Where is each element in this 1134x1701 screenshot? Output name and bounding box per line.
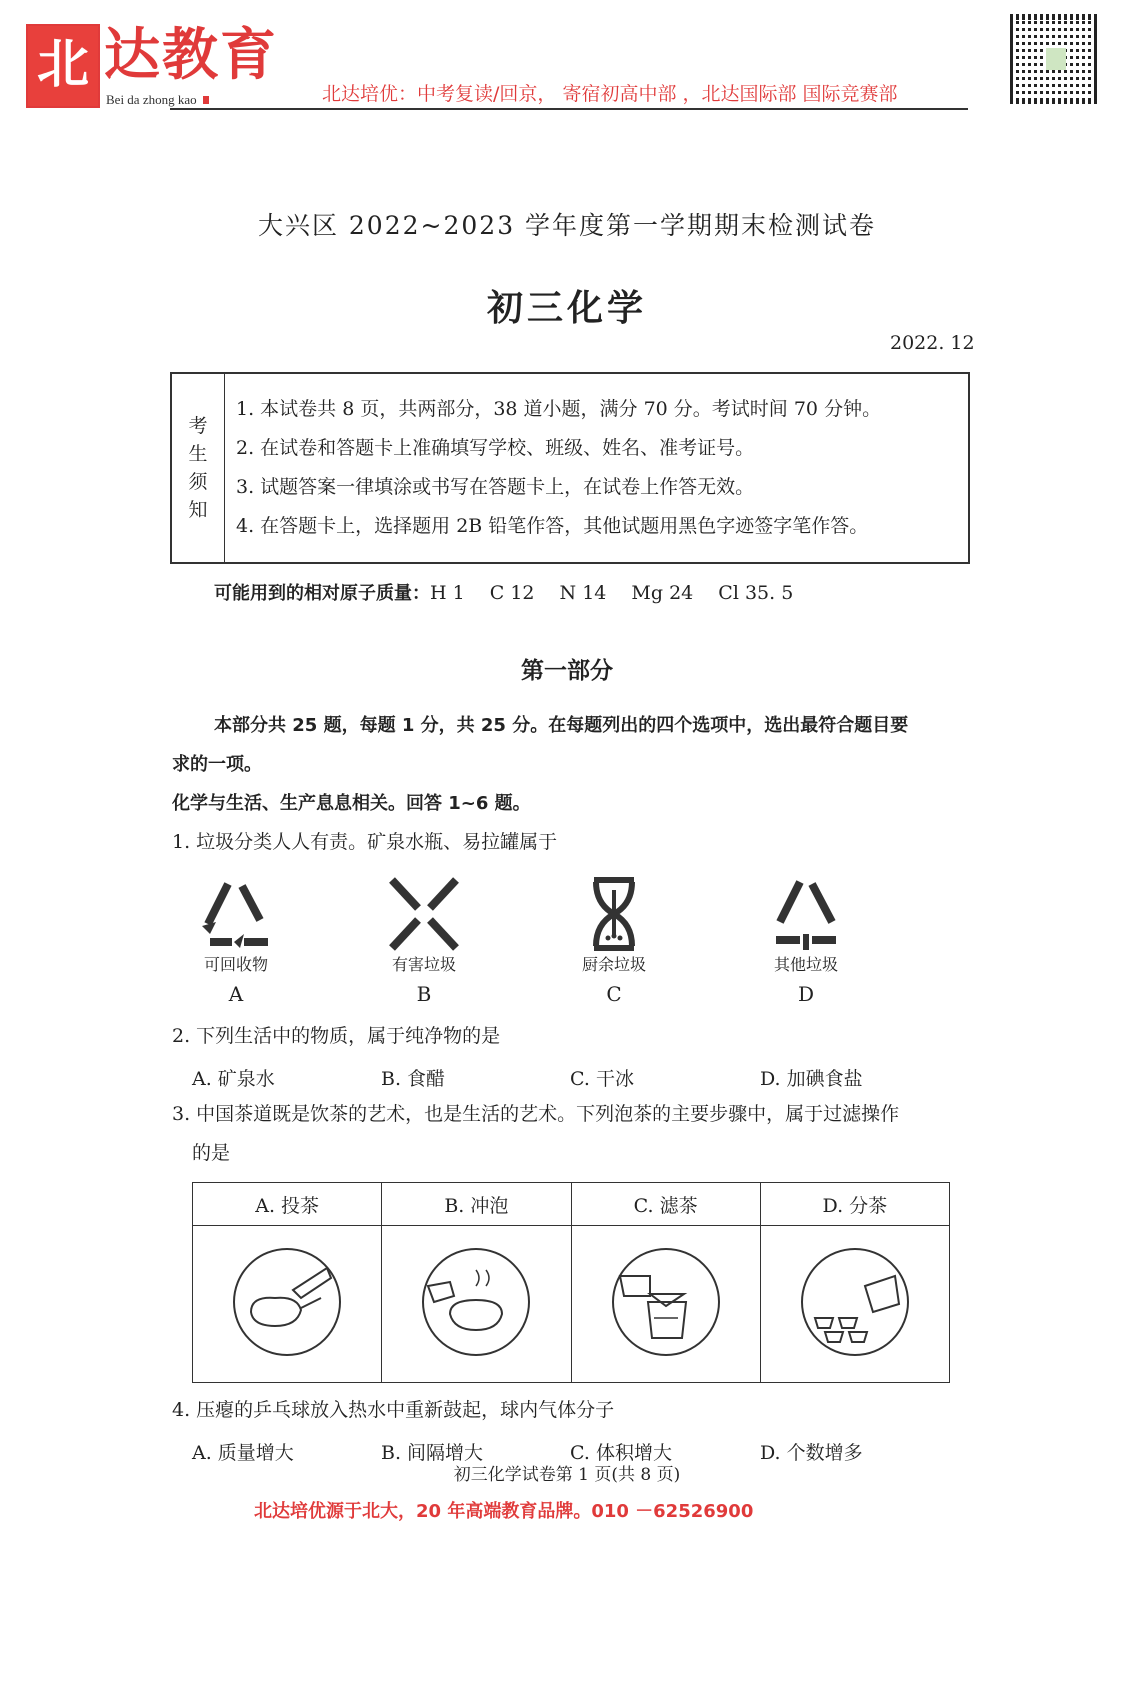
notice-label-char: 生 xyxy=(188,443,208,465)
notice-item: 4. 在答题卡上，选择题用 2B 铅笔作答，其他试题用黑色字迹签字笔作答。 xyxy=(236,515,869,537)
table-cell xyxy=(760,1226,949,1383)
header-divider xyxy=(170,108,968,110)
context-text: 化学与生活、生产息息相关。回答 1~6 题。 xyxy=(172,793,531,814)
option-caption: 可回收物 xyxy=(203,955,268,974)
logo-sub-text: Bei da zhong kao xyxy=(106,92,197,107)
option-letter: D xyxy=(797,982,815,1006)
kitchen-waste-icon xyxy=(574,874,654,954)
adding-tea-illustration xyxy=(231,1246,343,1358)
notice-label-char: 须 xyxy=(188,471,208,493)
notice-item: 2. 在试卷和答题卡上准确填写学校、班级、姓名、准考证号。 xyxy=(236,437,755,459)
filtering-illustration xyxy=(610,1246,722,1358)
notice-label xyxy=(172,374,225,562)
recyclable-icon xyxy=(196,874,276,954)
subject-title: 初三化学 xyxy=(486,288,647,329)
notice-label-char: 考 xyxy=(188,415,208,437)
question-4: 4. 压瘪的乒乓球放入热水中重新鼓起，球内气体分子 xyxy=(172,1399,615,1421)
question-3-cont: 的是 xyxy=(192,1142,231,1164)
notice-box xyxy=(170,372,970,564)
part-title: 第一部分 xyxy=(521,658,613,684)
other-waste-icon xyxy=(766,874,846,954)
atomic-mass-values: H 1 C 12 N 14 Mg 24 Cl 35. 5 xyxy=(430,582,794,604)
serving-tea-illustration xyxy=(799,1246,911,1358)
option: C. 干冰 xyxy=(570,1068,634,1090)
atomic-mass-line xyxy=(214,578,793,605)
option-letter: C xyxy=(606,982,622,1006)
option-letter: A xyxy=(228,982,244,1006)
notice-item: 3. 试题答案一律填涂或书写在答题卡上，在试卷上作答无效。 xyxy=(236,476,755,498)
option: B. 食醋 xyxy=(381,1068,446,1090)
notice-item: 1. 本试卷共 8 页，共两部分，38 道小题，满分 70 分。考试时间 70 分钟。 xyxy=(236,398,882,420)
option: A. 质量增大 xyxy=(192,1442,294,1464)
logo-mark: 北 xyxy=(26,24,100,108)
question-3: 3. 中国茶道既是饮茶的艺术，也是生活的艺术。下列泡茶的主要步骤中，属于过滤操作 xyxy=(172,1103,900,1125)
option: D. 加碘食盐 xyxy=(760,1068,863,1090)
atomic-mass-label: 可能用到的相对原子质量： xyxy=(214,583,430,604)
table-header: C. 滤茶 xyxy=(571,1183,760,1226)
table-cell xyxy=(382,1226,571,1383)
option: B. 间隔增大 xyxy=(381,1442,484,1464)
table-cell xyxy=(571,1226,760,1383)
header-slogan: 北达培优：中考复读/回京， 寄宿初高中部 ，北达国际部 国际竞赛部 xyxy=(322,83,898,105)
hazardous-waste-icon xyxy=(384,874,464,954)
option-caption: 厨余垃圾 xyxy=(581,955,646,974)
option: A. 矿泉水 xyxy=(192,1068,275,1090)
logo-text: 达教育 xyxy=(104,22,278,88)
promo-footer: 北达培优源于北大，20 年高端教育品牌。010 －62526900 xyxy=(254,1501,754,1522)
exam-title: 大兴区 2022~2023 学年度第一学期期末检测试卷 xyxy=(257,211,877,240)
table-cell xyxy=(193,1226,382,1383)
part-intro-cont: 求的一项。 xyxy=(172,754,262,775)
option-caption: 有害垃圾 xyxy=(391,955,456,974)
table-header: A. 投茶 xyxy=(193,1183,382,1226)
option-letter: B xyxy=(416,982,432,1006)
tea-steps-table xyxy=(192,1182,950,1383)
part-intro: 本部分共 25 题，每题 1 分，共 25 分。在每题列出的四个选项中，选出最符合题目要 xyxy=(214,715,909,736)
brewing-illustration xyxy=(420,1246,532,1358)
page-footer: 初三化学试卷第 1 页(共 8 页) xyxy=(453,1465,681,1485)
qr-code-icon xyxy=(1010,14,1100,104)
logo-subtitle xyxy=(106,92,209,108)
option-caption: 其他垃圾 xyxy=(773,955,838,974)
option: D. 个数增多 xyxy=(760,1442,863,1464)
table-header: D. 分茶 xyxy=(760,1183,949,1226)
question-1: 1. 垃圾分类人人有责。矿泉水瓶、易拉罐属于 xyxy=(172,831,558,853)
exam-date: 2022. 12 xyxy=(890,332,975,354)
option: C. 体积增大 xyxy=(570,1442,672,1464)
question-2: 2. 下列生活中的物质，属于纯净物的是 xyxy=(172,1025,501,1047)
table-header: B. 冲泡 xyxy=(382,1183,571,1226)
notice-label-char: 知 xyxy=(188,499,208,521)
